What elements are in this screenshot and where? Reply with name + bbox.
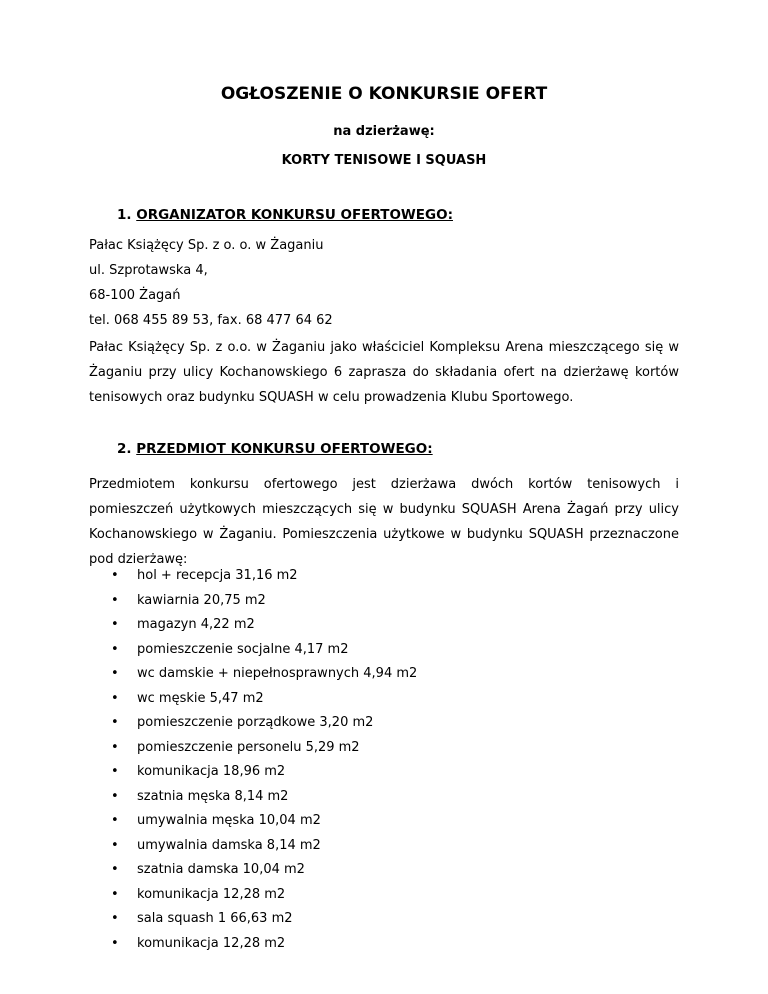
address-line-company: Pałac Książęcy Sp. z o. o. w Żaganiu [89,238,324,253]
section-1-paragraph-line-2: Żaganiu przy ulicy Kochanowskiego 6 zaprasza do składania ofert na dzierżawę kortów [89,365,679,380]
section-1-paragraph-line-3: tenisowych oraz budynku SQUASH w celu prowadzenia Klubu Sportowego. [89,390,574,405]
list-item-text: hol + recepcja 31,16 m2 [137,568,298,583]
list-item-text: szatnia damska 10,04 m2 [137,862,305,877]
bullet-icon: • [111,666,119,681]
section-2-paragraph-line-1: Przedmiotem konkursu ofertowego jest dzierżawa dwóch kortów tenisowych i [89,477,679,492]
list-item-text: pomieszczenie socjalne 4,17 m2 [137,641,349,657]
list-item-text: umywalnia damska 8,14 m2 [137,837,321,853]
bullet-icon: • [111,911,119,926]
list-item-text: umywalnia męska 10,04 m2 [137,813,321,828]
section-1-heading [117,207,453,223]
section-2-paragraph-line-4: pod dzierżawę: [89,552,188,567]
section-2-paragraph-line-2: pomieszczeń użytkowych mieszczących się w budynku SQUASH Arena Żagań przy ulicy [89,502,679,517]
bullet-icon: • [111,641,119,657]
bullet-icon: • [111,764,119,779]
address-line-street: ul. Szprotawska 4, [89,263,208,278]
bullet-icon: • [111,862,119,877]
bullet-icon: • [111,690,119,706]
bullet-icon: • [111,788,119,804]
page-title: OGŁOSZENIE O KONKURSIE OFERT [220,84,548,104]
list-item-text: sala squash 1 66,63 m2 [137,911,293,926]
section-2-title: PRZEDMIOT KONKURSU OFERTOWEGO: [136,441,433,457]
bullet-icon: • [111,886,119,902]
address-line-phone: tel. 068 455 89 53, fax. 68 477 64 62 [89,313,333,328]
list-item-text: wc damskie + niepełnosprawnych 4,94 m2 [137,666,418,681]
list-item-text: komunikacja 12,28 m2 [137,886,286,902]
subtitle-courts: KORTY TENISOWE I SQUASH [281,153,487,168]
subtitle-lease: na dzierżawę: [333,124,435,139]
bullet-icon: • [111,592,119,608]
bullet-icon: • [111,813,119,828]
list-item-text: komunikacja 18,96 m2 [137,764,286,779]
section-1-title: ORGANIZATOR KONKURSU OFERTOWEGO: [136,207,453,223]
bullet-icon: • [111,935,119,951]
list-item-text: komunikacja 12,28 m2 [137,935,286,951]
bullet-icon: • [111,715,119,730]
list-item-text: pomieszczenie personelu 5,29 m2 [137,739,360,755]
bullet-icon: • [111,837,119,853]
bullet-icon: • [111,739,119,755]
list-item-text: szatnia męska 8,14 m2 [137,788,289,804]
list-item-text: pomieszczenie porządkowe 3,20 m2 [137,715,374,730]
section-2-number: 2. [117,441,132,457]
list-item-text: kawiarnia 20,75 m2 [137,592,266,608]
bullet-icon: • [111,568,119,583]
section-1-number: 1. [117,207,132,223]
section-1-paragraph-line-1: Pałac Książęcy Sp. z o.o. w Żaganiu jako właściciel Kompleksu Arena mieszczącego się w [89,340,679,355]
section-2-heading [117,441,433,457]
list-item-text: wc męskie 5,47 m2 [137,690,264,706]
address-line-city: 68-100 Żagań [89,288,181,303]
bullet-icon: • [111,617,119,632]
list-item-text: magazyn 4,22 m2 [137,617,255,632]
section-2-paragraph-line-3: Kochanowskiego w Żaganiu. Pomieszczenia użytkowe w budynku SQUASH przeznaczone [89,527,679,542]
